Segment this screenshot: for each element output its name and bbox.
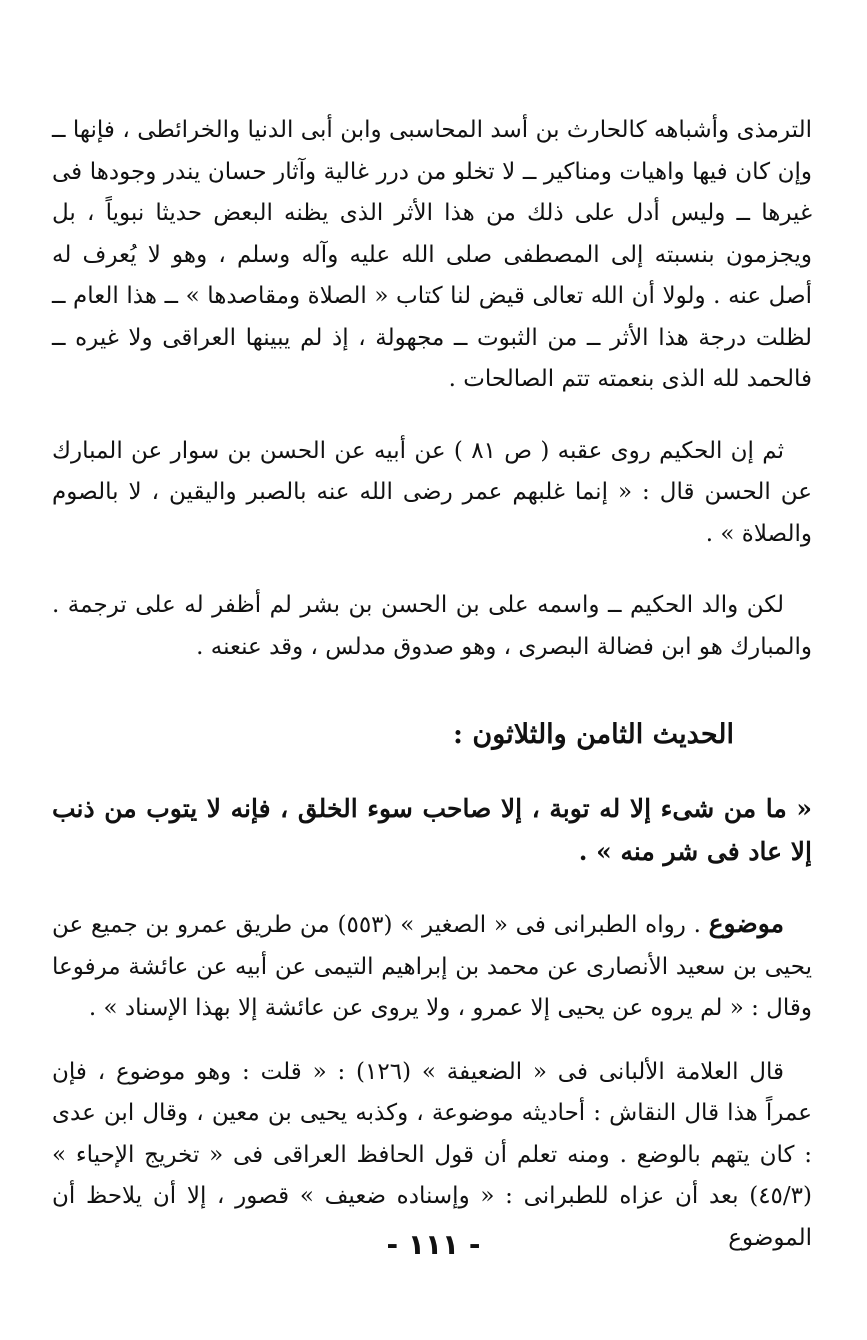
page-number: - ١١١ - <box>386 1228 481 1261</box>
page-body <box>52 110 812 1259</box>
ruling-lead: موضوع <box>708 909 785 938</box>
paragraph-hakim-father: لكن والد الحكيم ــ واسمه على بن الحسن بن بشر لم أظفر له على ترجمة . والمبارك هو ابن فضالة البصرى ، وهو صدوق مدلس ، وقد عنعنه . <box>52 592 812 660</box>
paragraph-intro: الترمذى وأشباهه كالحارث بن أسد المحاسبى وابن أبى الدنيا والخرائطى ، فإنها ــ وإن كان فيها واهيات ومناكير ــ لا تخلو من درر غالية وآثار حسان يندر وجودها فى غيرها ــ وليس أدل على ذلك من هذا الأثر الذى يظنه البعض حديثا نبوياً ، بل ويجزمون بنسبته إلى المصطفى صلى الله عليه وآله وسلم ، وهو لا يُعرف له أصل عنه . ولولا أن الله تعالى قيض لنا كتاب « الصلاة ومقاصدها » ــ هذا العام ــ لظلت درجة هذا الأثر ــ من الثبوت ــ مجهولة ، إذ لم يبينها العراقى ولا غيره ــ فالحمد لله الذى بنعمته تتم الصالحات . <box>52 117 812 392</box>
section-heading: الحديث الثامن والثلاثون : <box>453 719 734 750</box>
paragraph-albani: قال العلامة الألبانى فى « الضعيفة » (١٢٦) : « قلت : وهو موضوع ، فإن عمراً هذا قال النقاش : أحاديثه موضوعة ، وكذبه يحيى بن معين ، وقال ابن عدى : كان يتهم بالوضع . ومنه تعلم أن قول الحافظ العراقى فى « تخريج الإحياء » (٤٥/٣) بعد أن عزاه للطبرانى : « وإسناده ضعيف » قصور ، إلا أن يلاحظ أن الموضوع <box>52 1058 812 1251</box>
paragraph-hakim-narration: ثم إن الحكيم روى عقبه ( ص ٨١ ) عن أبيه عن الحسن بن سوار عن المبارك عن الحسن قال : « إنما غلبهم عمر رضى الله عنه بالصبر واليقين ، لا بالصوم والصلاة » . <box>52 437 812 547</box>
paragraph-ruling <box>52 903 812 1030</box>
hadith-text: « ما من شىء إلا له توبة ، إلا صاحب سوء الخلق ، فإنه لا يتوب من ذنب إلا عاد فى شر منه » . <box>52 794 812 866</box>
ruling-text: . رواه الطبرانى فى « الصغير » (٥٥٣) من طريق عمرو بن جميع عن يحيى بن سعيد الأنصارى عن محمد بن إبراهيم التيمى عن أبيه عن عائشة مرفوعا وقال : « لم يروه عن يحيى إلا عمرو ، ولا يروى عن عائشة إلا بهذا الإسناد » . <box>52 912 812 1021</box>
